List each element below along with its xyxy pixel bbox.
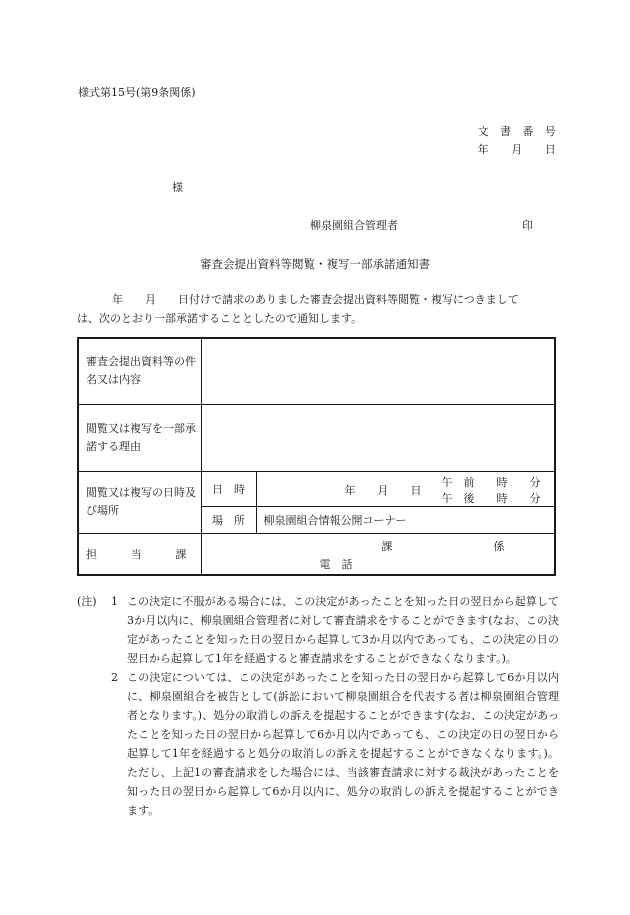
datetime-date-text: 年 月 日 bbox=[344, 483, 422, 497]
time-pm-text: 午 後 時 分 bbox=[441, 491, 541, 505]
phone-text: 電 話 bbox=[319, 557, 353, 571]
note-number: 1 bbox=[111, 595, 118, 608]
place-value: 柳泉園組合情報公開コーナー bbox=[256, 506, 555, 533]
datetime-sublabel: 日 時 bbox=[201, 471, 256, 506]
subsection-text: 係 bbox=[493, 539, 505, 553]
table-row-reason bbox=[78, 404, 555, 471]
department-field[interactable] bbox=[201, 533, 555, 575]
subject-label: 審査会提出資料等の件名又は内容 bbox=[78, 338, 201, 404]
addressee-honorific: 様 bbox=[172, 181, 183, 194]
department-label-char-3: 課 bbox=[175, 547, 187, 561]
notice-form-table bbox=[77, 337, 556, 576]
section-text: 課 bbox=[381, 539, 393, 553]
reason-field[interactable] bbox=[201, 404, 555, 471]
note-text: この決定に不服がある場合には、この決定があったことを知った日の翌日から起算して3か月以内に、柳泉園組合管理者に対して審査請求をすることができます(なお、この決定があったことを知った日の翌日から起算して3か月以内であっても、この決定の日の翌日から起算して1年を経過すると審査請求をすることができなくなります。)。 bbox=[127, 595, 559, 665]
department-label-char-2: 当 bbox=[130, 547, 142, 561]
department-label-char-1: 担 bbox=[86, 547, 97, 561]
document-number-label: 文 書 番 号 bbox=[477, 125, 556, 138]
table-row-contact bbox=[78, 533, 555, 575]
table-row-subject bbox=[78, 338, 555, 404]
intro-paragraph bbox=[77, 290, 557, 328]
document-title: 審査会提出資料等閲覧・複写一部承諾通知書 bbox=[200, 257, 430, 271]
subject-field[interactable] bbox=[201, 338, 555, 404]
notes-section bbox=[77, 592, 559, 820]
note-indent bbox=[77, 668, 111, 820]
note-number: 2 bbox=[111, 671, 118, 684]
time-am-text: 午 前 時 分 bbox=[441, 475, 541, 489]
notes-tag: (注) bbox=[77, 595, 97, 608]
note-text: この決定については、この決定があったことを知った日の翌日から起算して6か月以内に、柳泉園組合を被告として(訴訟において柳泉園組合を代表する者は柳泉園組合管理者となります。)、処分の取消しの訴えを提起することができます(なお、この決定があったことを知った日の翌日から起算して6か月以内であっても、この決定の日の翌日から起算して1年を経過すると処分の取消しの訴えを提起することができなくなります。)。ただし、上記1の審査請求をした場合には、当該審査請求に対する裁決があったことを知った日の翌日から起算して6か月以内に、処分の取消しの訴えを提起することができます。 bbox=[127, 671, 559, 817]
issuer-name: 柳泉園組合管理者 bbox=[310, 219, 398, 232]
datetime-place-label: 閲覧又は複写の日時及び場所 bbox=[78, 471, 201, 533]
datetime-field[interactable] bbox=[256, 471, 555, 506]
issue-date-line: 年 月 日 bbox=[477, 143, 556, 156]
intro-line-1: 年 月 日付けで請求のありました審査会提出資料等閲覧・複写につきまして bbox=[112, 293, 519, 306]
intro-line-2: は、次のとおり一部承諾することとしたので通知します。 bbox=[77, 312, 363, 325]
note-item-2 bbox=[77, 668, 559, 820]
reason-label: 閲覧又は複写を一部承諾する理由 bbox=[78, 404, 201, 471]
department-label bbox=[78, 533, 201, 575]
place-sublabel: 場 所 bbox=[201, 506, 256, 533]
note-item-1 bbox=[77, 592, 559, 668]
form-number: 様式第15号(第9条関係) bbox=[78, 86, 196, 99]
seal-mark: 印 bbox=[522, 219, 533, 232]
table-row-datetime bbox=[78, 471, 555, 506]
